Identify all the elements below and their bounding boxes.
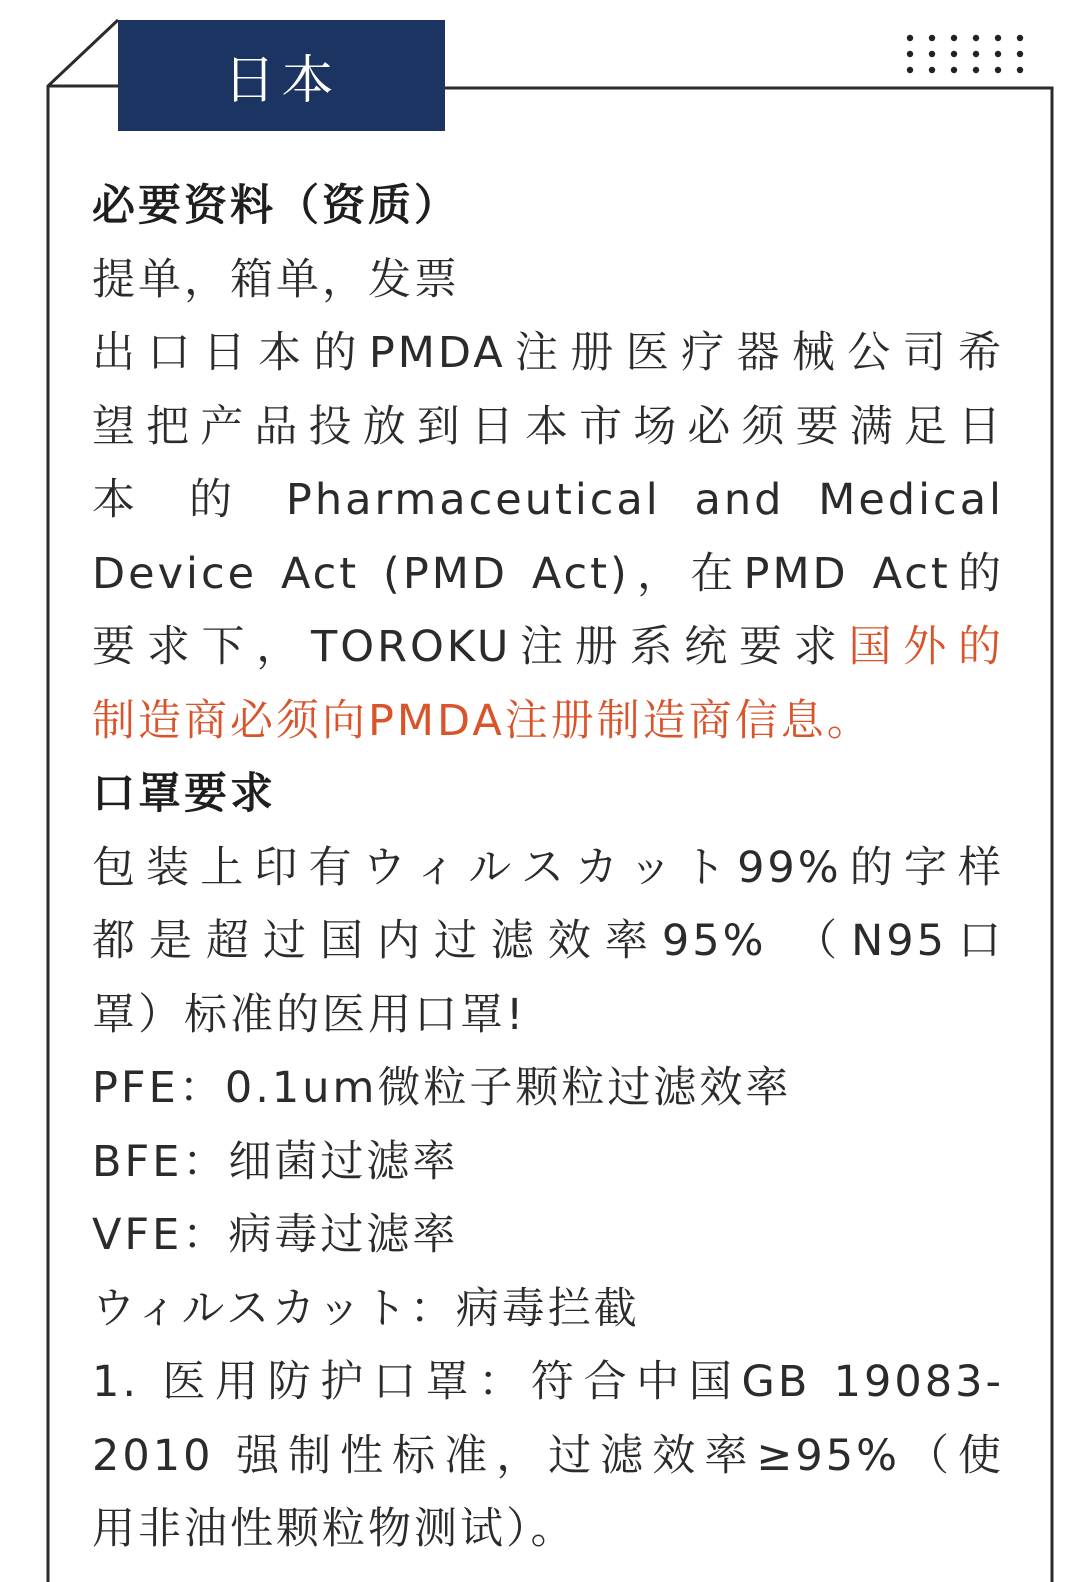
text-line: PFE：0.1um微粒子颗粒过滤效率	[92, 1063, 792, 1113]
text-line: 都是超过国内过滤效率95% （N95口	[92, 916, 1004, 966]
highlighted-text: 国外的	[848, 622, 1004, 672]
section-heading: 必要资料（资质）	[92, 181, 460, 231]
text-line: 2010 强制性标准，过滤效率≥95%（使	[92, 1430, 1004, 1481]
text-line: 提单，箱单，发票	[92, 254, 460, 305]
highlighted-text-line: 制造商必须向PMDA注册制造商信息。	[92, 695, 873, 746]
section-heading: 口罩要求	[92, 769, 276, 819]
text-line: 用非油性颗粒物测试）。	[92, 1504, 577, 1554]
document-body	[92, 170, 1004, 1567]
text-line	[92, 611, 1004, 685]
region-title-tab: 日本	[118, 20, 445, 131]
dot-grid-decoration	[904, 34, 1028, 74]
text-line: ウィルスカット：病毒拦截	[92, 1283, 640, 1334]
text-line: 出口日本的PMDA注册医疗器械公司希	[92, 328, 1004, 378]
text-line: 望把产品投放到日本市场必须要满足日	[92, 401, 1004, 452]
text-line: VFE：病毒过滤率	[92, 1210, 459, 1260]
text-line: Device Act (PMD Act)，在PMD Act的	[92, 548, 1004, 599]
text-line: 本 的 Pharmaceutical and Medical	[92, 475, 1004, 525]
text-segment: 要求下，TOROKU注册系统要求	[92, 622, 849, 672]
text-line: 罩）标准的医用口罩!	[92, 989, 527, 1040]
text-line: BFE：细菌过滤率	[92, 1136, 459, 1187]
text-line: 1. 医用防护口罩：符合中国GB 19083-	[92, 1357, 1004, 1407]
text-line: 包装上印有ウィルスカット99%的字样	[92, 842, 1004, 893]
